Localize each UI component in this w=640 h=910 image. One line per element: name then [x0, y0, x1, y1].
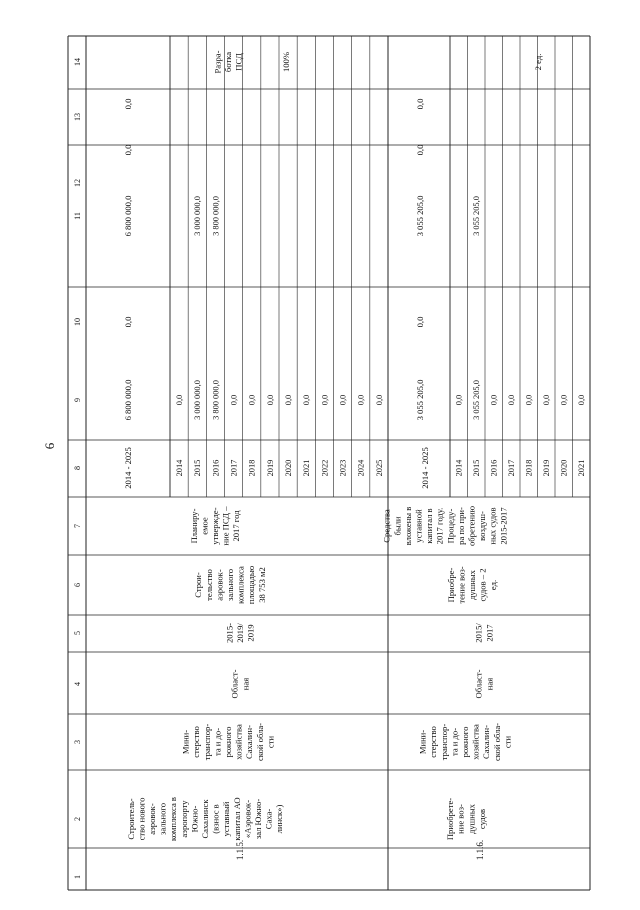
column-number: 2	[72, 817, 82, 821]
year-label: 2022	[320, 459, 330, 477]
year-label: 2014	[454, 459, 464, 477]
row-id: 1.1.5.	[235, 839, 246, 861]
year-col9: 0,0	[559, 394, 569, 406]
year-label: 2020	[283, 459, 293, 477]
year-label: 2018	[247, 459, 257, 477]
table-body	[68, 36, 590, 890]
responsible-ministry: Мини-стерствотранспор-та и до-рожногохозяйстваСахалин-ской обла-сти	[417, 722, 513, 762]
year-col9: 0,0	[374, 394, 384, 406]
year-label: 2023	[338, 459, 348, 477]
year-col9: 0,0	[489, 394, 499, 406]
year-label: 2019	[265, 459, 275, 477]
year-col9: 0,0	[320, 394, 330, 406]
year-label: 2019	[542, 459, 552, 477]
year-label: 2016	[489, 459, 499, 477]
year-label: 2014	[174, 459, 184, 477]
implementation-period: 2015/2017	[473, 623, 495, 643]
year-col9: 0,0	[338, 394, 348, 406]
column-number: 5	[72, 631, 82, 635]
year-col9: 0,0	[507, 394, 517, 406]
row-name: Приобрете-ние воз-душныхсудов	[445, 797, 487, 841]
total-col12: 0,0	[123, 144, 133, 156]
year-label: 2015	[472, 459, 482, 477]
total-col10: 0,0	[415, 316, 425, 328]
column-number: 7	[72, 524, 82, 528]
column-number: 3	[72, 740, 82, 744]
total-col10: 0,0	[123, 316, 133, 328]
page-number: 6	[42, 442, 57, 450]
year-label: 2024	[356, 459, 366, 477]
total-col11: 6 800 000,0	[123, 195, 133, 237]
year-col9: 3 000 000,0	[193, 380, 203, 420]
status-note: Средствабыливложены вуставнойкапитал в2017 году.Процеду-ра по при-обретениювоздуш-ных судов2015-2017	[381, 506, 509, 546]
year-col9: 0,0	[265, 394, 275, 406]
total-col9: 6 800 000,0	[123, 379, 133, 421]
year-col9: 0,0	[229, 394, 239, 406]
responsible-ministry: Мини-стерствотранспор-та и до-рожногохозяйстваСахалин-ской обла-сти	[180, 722, 276, 762]
implementation-period: 2015-2019/2019	[224, 622, 256, 644]
total-period: 2014 - 2025	[123, 447, 133, 489]
column-number: 6	[72, 583, 82, 587]
total-col9: 3 055 205,0	[415, 379, 425, 421]
budget-source: Област-ная	[229, 669, 251, 699]
year-col9: 0,0	[524, 394, 534, 406]
total-col13: 0,0	[415, 98, 425, 110]
indicator-b: 2 ед.	[533, 53, 543, 71]
year-col9: 3 800 000,0	[211, 380, 221, 420]
year-col11: 3 800 000,0	[211, 196, 221, 236]
row-id: 1.1.6.	[475, 839, 486, 861]
indicator-b: 100%	[281, 51, 291, 73]
column-number: 8	[72, 466, 82, 470]
year-col9: 0,0	[356, 394, 366, 406]
total-col12: 0,0	[415, 144, 425, 156]
total-col13: 0,0	[123, 98, 133, 110]
year-col9: 0,0	[577, 394, 587, 406]
year-label: 2025	[374, 459, 384, 477]
total-col11: 3 055 205,0	[415, 195, 425, 237]
year-label: 2016	[211, 459, 221, 477]
year-col11: 3 000 000,0	[193, 196, 203, 236]
year-col11: 3 055 205,0	[472, 196, 482, 236]
column-number: 1	[72, 875, 82, 879]
total-period: 2014 - 2025	[420, 447, 430, 489]
expected-result: Строи-тельствоаэровок-зальногокомплексаплощадью38 753 м2	[193, 565, 267, 605]
column-number: 11	[72, 212, 82, 220]
year-col9: 0,0	[302, 394, 312, 406]
status-note: Планиру-емоеутвержде-ние ПСД –2017 год	[188, 506, 242, 546]
year-label: 2021	[302, 459, 312, 477]
year-col9: 0,0	[283, 394, 293, 406]
budget-source: Област-ная	[473, 669, 495, 699]
year-col9: 0,0	[174, 394, 184, 406]
row-name: Строитель-ство новогоаэровок-зальногокомплекса ваэропортуЮжно-Сахалинск(взнос вуставныйкапитал АО«Аэровок-зал Южно-Саха-линск»)	[125, 797, 285, 841]
year-label: 2018	[524, 459, 534, 477]
year-label: 2017	[229, 459, 239, 477]
year-label: 2020	[559, 459, 569, 477]
column-number: 4	[72, 682, 82, 686]
column-number: 12	[72, 179, 82, 187]
year-label: 2015	[193, 459, 203, 477]
year-col9: 0,0	[247, 394, 257, 406]
year-col9: 0,0	[454, 394, 464, 406]
year-label: 2021	[577, 459, 587, 477]
indicator-a: Разра-боткаПСД	[212, 50, 244, 74]
expected-result: Приобре-тение воз-душныхсудов – 2ед.	[445, 566, 499, 604]
year-col9: 0,0	[542, 394, 552, 406]
year-col9: 3 055 205,0	[472, 380, 482, 420]
year-label: 2017	[507, 459, 517, 477]
column-number: 13	[72, 113, 82, 121]
column-number: 10	[72, 318, 82, 326]
column-number: 14	[72, 58, 82, 66]
column-number: 9	[72, 398, 82, 402]
